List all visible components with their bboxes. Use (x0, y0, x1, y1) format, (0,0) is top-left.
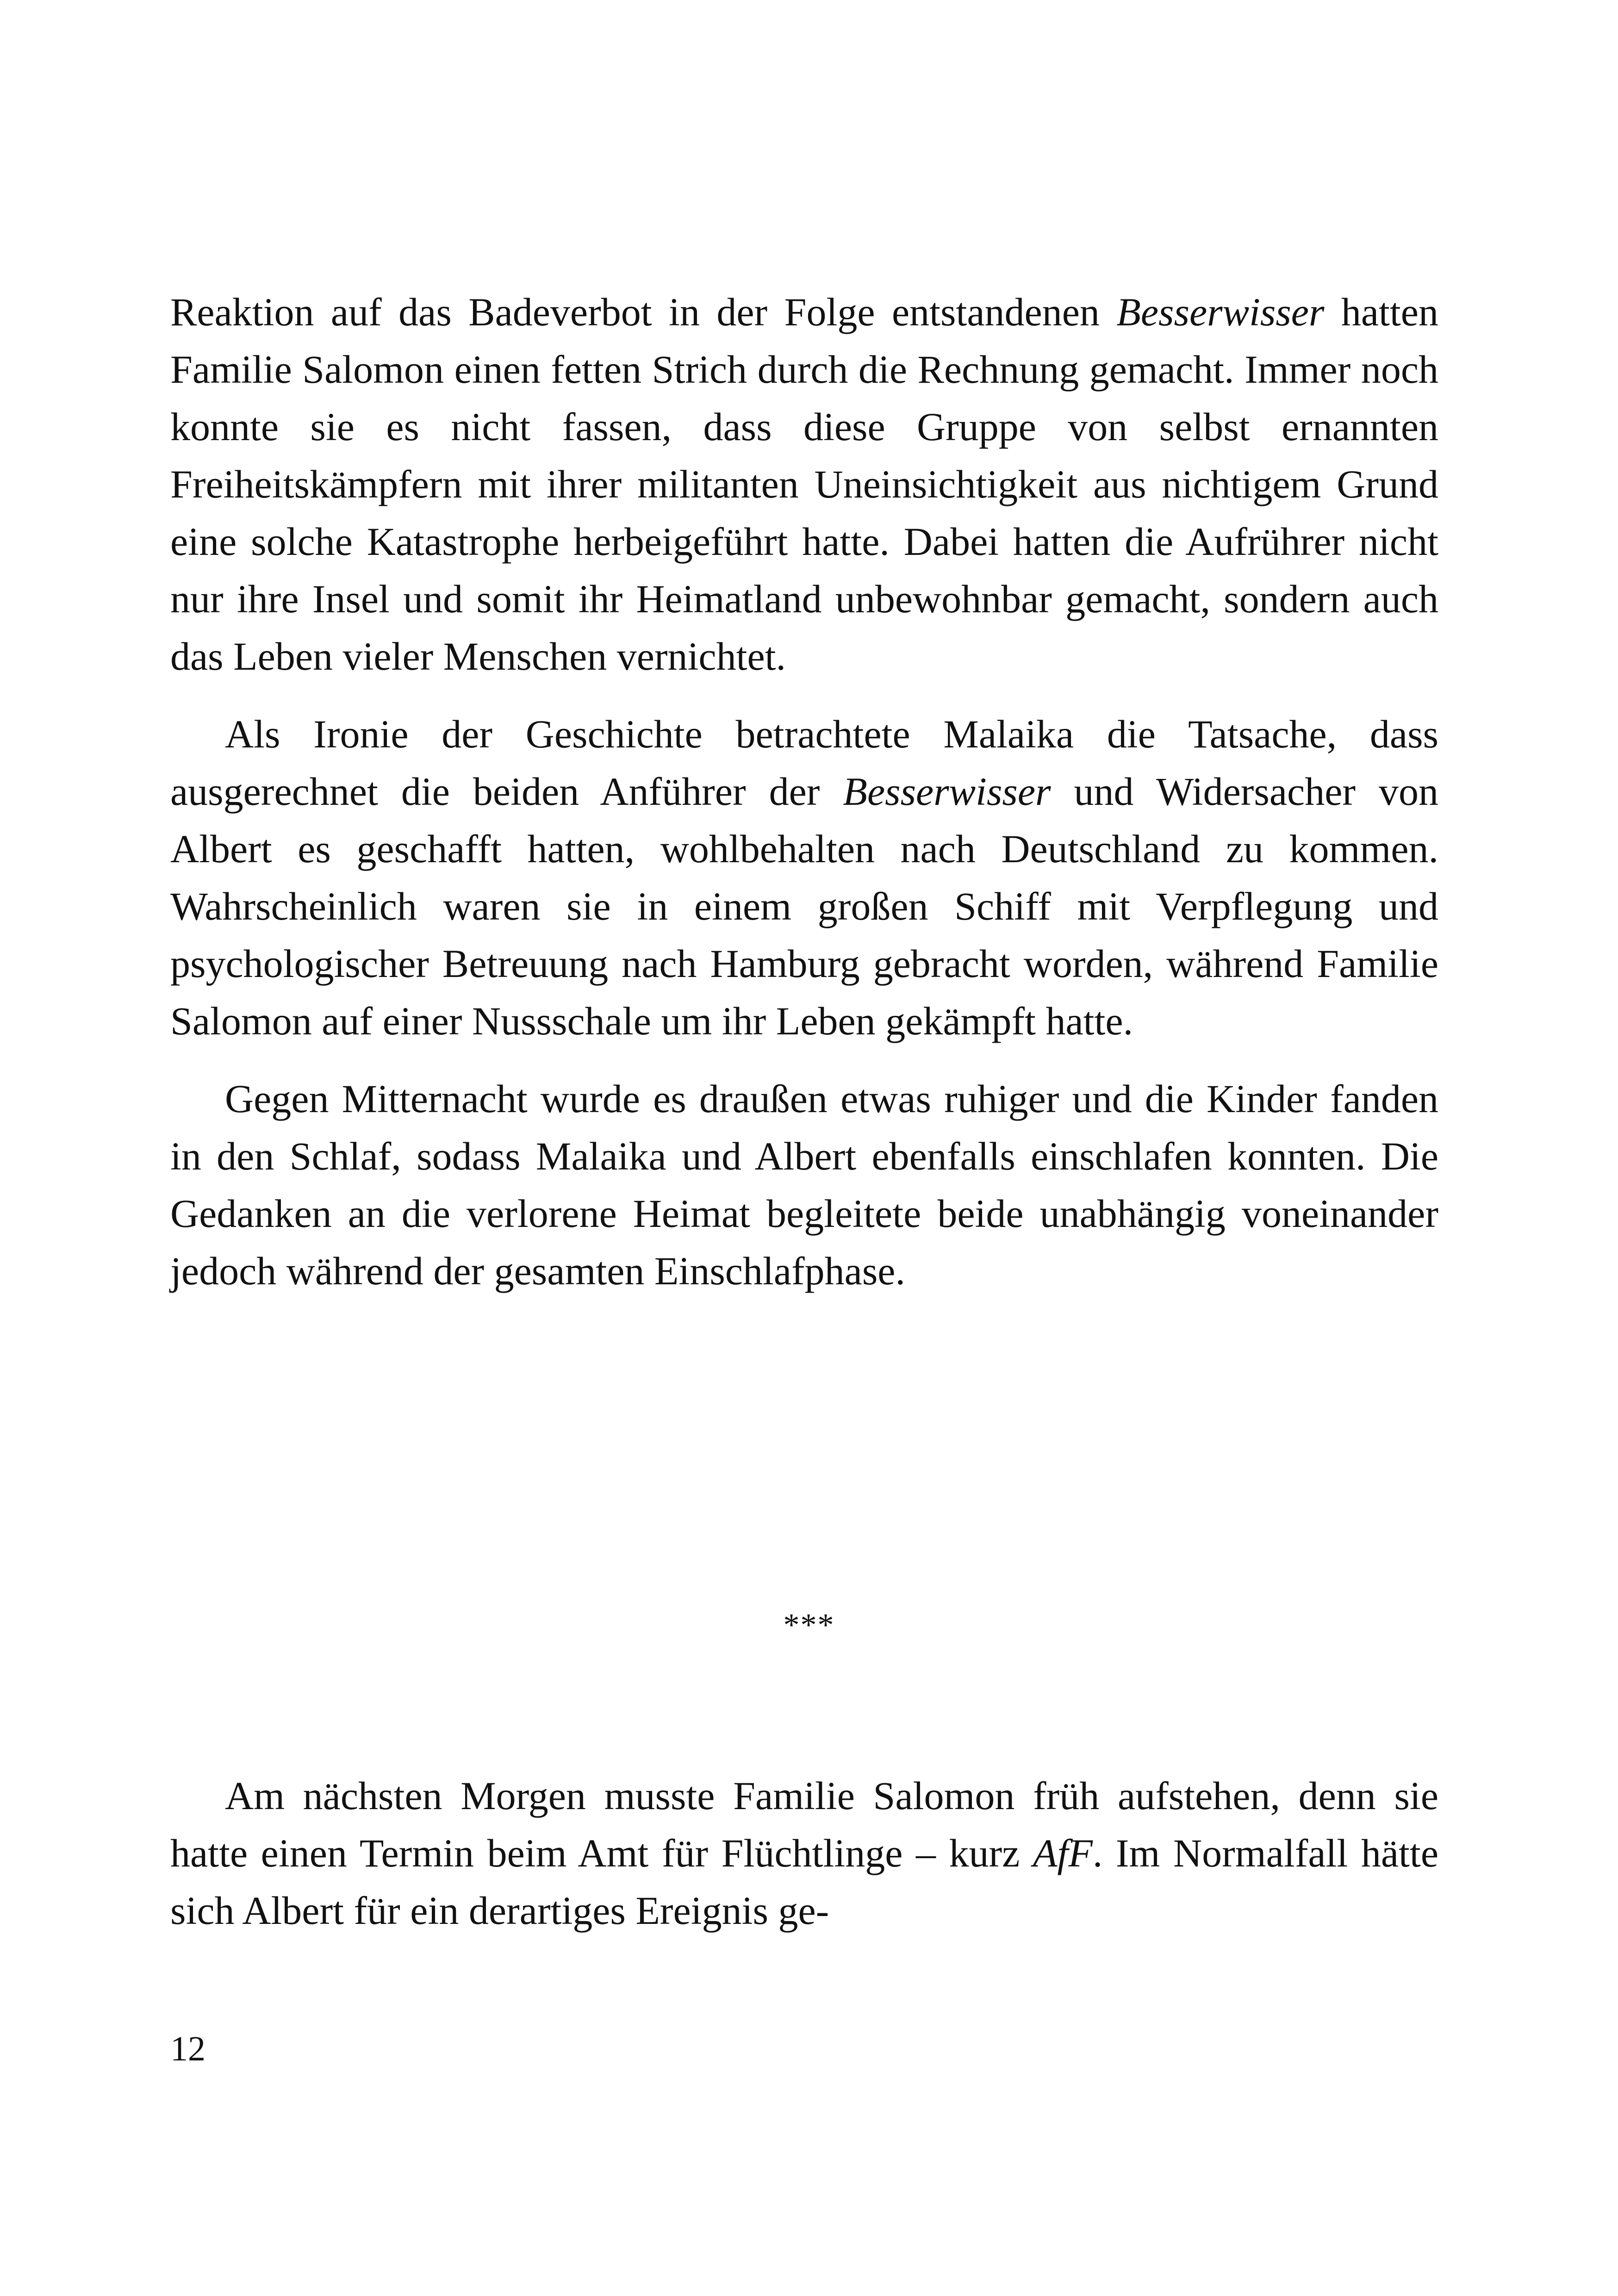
text-block-bottom (170, 1767, 1438, 1939)
paragraph-1-text-1: Reaktion auf das Badeverbot in der Folge entstandenen (170, 290, 1117, 334)
paragraph-1-italic-besserwisser: Besserwisser (1116, 290, 1325, 334)
paragraph-3-text-1: Gegen Mitternacht wurde es draußen etwas ruhiger und die Kinder fanden in den Schlaf, sodass Malaika und Albert ebenfalls einschlafen konnten. Die Gedanken an die verlorene Heimat begleitete beide unabhängig voneinander jedoch während der gesamten Einschlafphase. (170, 1076, 1438, 1293)
paragraph-1-text-2: hatten Familie Salomon einen fetten Strich durch die Rechnung gemacht. Immer noch konnte sie es nicht fassen, dass diese Gruppe von selbst ernannten Freiheitskämpfern mit ihrer militanten Uneinsichtigkeit aus nichtigem Grund eine solche Katastrophe herbeigeführt hatte. Dabei hatten die Aufrührer nicht nur ihre Insel und somit ihr Heimatland unbewohnbar gemacht, sondern auch das Leben vieler Menschen vernichtet. (170, 290, 1438, 678)
text-block-top (170, 283, 1438, 1300)
section-break: *** (783, 1607, 835, 1643)
paragraph-2-text-2: und Widersacher von Albert es geschafft hatten, wohlbehalten nach Deutschland zu kommen. Wahrscheinlich waren sie in einem großen Schiff mit Verpflegung und psychologischer Betreuung nach Hamburg gebracht worden, während Familie Salomon auf einer Nussschale um ihr Leben gekämpft hatte. (170, 769, 1438, 1043)
paragraph-2-italic-besserwisser: Besserwisser (843, 769, 1051, 814)
page-number: 12 (170, 2029, 205, 2068)
paragraph-2 (170, 705, 1438, 1050)
paragraph-2-text-1: Als Ironie der Geschichte betrachtete Malaika die Tatsache, dass ausgerechnet die beiden Anführer der (170, 712, 1438, 814)
paragraph-4-text-2: . Im Normalfall hätte sich Albert für ein derartiges Ereignis ge- (170, 1831, 1438, 1933)
paragraph-1 (170, 283, 1438, 685)
paragraph-3 (170, 1070, 1438, 1300)
paragraph-4 (170, 1767, 1438, 1939)
paragraph-4-italic-aff: AfF (1033, 1831, 1093, 1875)
paragraph-4-text-1: Am nächsten Morgen musste Familie Salomon früh aufstehen, denn sie hatte einen Termin beim Amt für Flüchtlinge – kurz (170, 1773, 1438, 1875)
